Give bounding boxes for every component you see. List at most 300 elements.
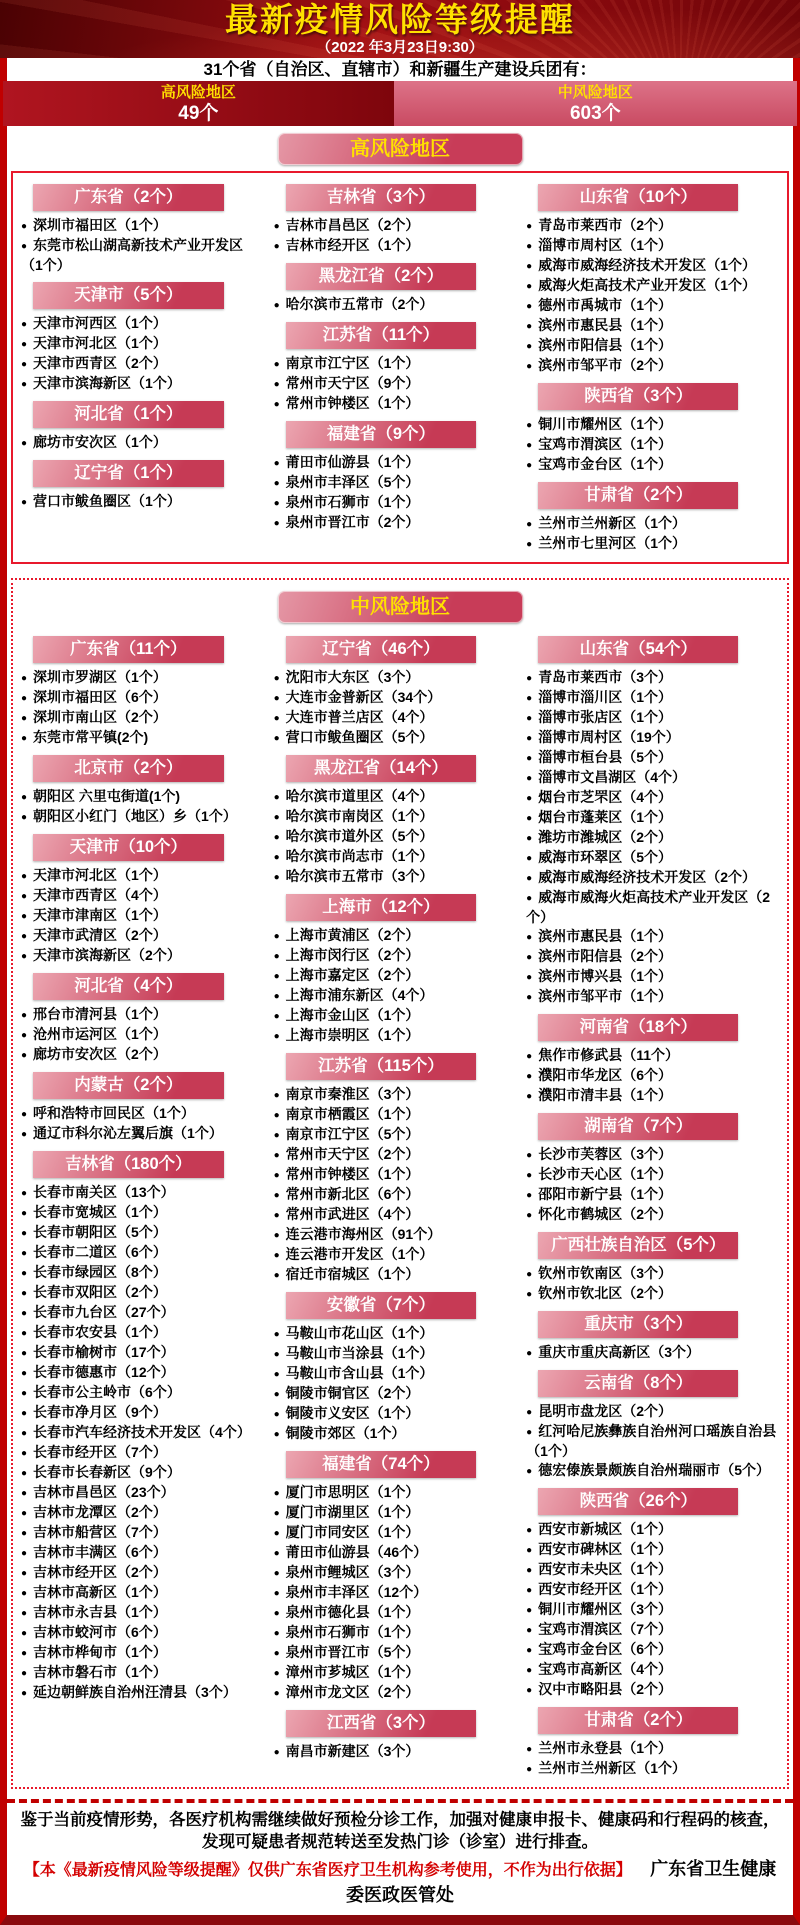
bullet-icon: ● (273, 1011, 280, 1022)
province-header: 辽宁省（1个） (33, 460, 224, 487)
region-label: 常州市新北区（6个） (285, 1186, 420, 1202)
region-label: 吉林市丰满区（6个） (33, 1544, 167, 1560)
region-item (272, 1105, 517, 1125)
mid-risk-column-2 (272, 629, 517, 1779)
region-label: 深圳市福田区（6个） (33, 689, 167, 705)
bullet-icon: ● (526, 972, 533, 983)
region-item (524, 748, 781, 768)
region-item (19, 1104, 264, 1124)
high-risk-panel (11, 171, 789, 564)
region-item (272, 926, 517, 946)
bullet-icon: ● (273, 1608, 280, 1619)
region-item (272, 1523, 517, 1543)
province-header: 上海市（12个） (286, 894, 477, 921)
bullet-icon: ● (21, 497, 28, 508)
region-label: 宝鸡市渭滨区（1个） (538, 436, 673, 452)
region-item (272, 847, 517, 867)
region-label: 长春市朝阳区（5个） (33, 1224, 167, 1240)
region-item (272, 1324, 517, 1344)
bullet-icon: ● (21, 1688, 28, 1699)
region-label: 深圳市福田区（1个） (33, 217, 167, 233)
region-item (524, 768, 781, 788)
region-label: 廊坊市安次区（1个） (33, 434, 167, 450)
footer-notice: 鉴于当前疫情形势，各医疗机构需继续做好预检分诊工作，加强对健康申报卡、健康码和行程码的核查，发现可疑患者规范转送至发热门诊（诊室）进行排查。 (20, 1811, 780, 1851)
bullet-icon: ● (21, 871, 28, 882)
region-label: 漳州市芗城区（1个） (285, 1664, 420, 1680)
bullet-icon: ● (273, 872, 280, 883)
region-item (272, 708, 517, 728)
region-label: 泉州市晋江市（5个） (285, 1644, 420, 1660)
region-item (524, 236, 781, 256)
region-label: 上海市浦东新区（4个） (285, 987, 434, 1003)
bullet-icon: ● (273, 1369, 280, 1380)
bullet-icon: ● (273, 1110, 280, 1121)
province-header: 福建省（9个） (286, 421, 477, 448)
region-item (272, 473, 517, 493)
region-item (524, 1145, 781, 1165)
region-item (19, 1523, 264, 1543)
region-label: 吉林市高新区（1个） (33, 1584, 167, 1600)
bullet-icon: ● (273, 1588, 280, 1599)
bullet-icon: ● (21, 1348, 28, 1359)
region-item (524, 808, 781, 828)
bullet-icon: ● (273, 951, 280, 962)
region-item (19, 1303, 264, 1323)
region-label: 泉州市鲤城区（3个） (285, 1564, 420, 1580)
region-item (524, 1205, 781, 1225)
header-subtitle: 31个省（自治区、直辖市）和新疆生产建设兵团有： (7, 58, 793, 81)
mid-risk-column-3 (524, 629, 781, 1779)
region-item (524, 1284, 781, 1304)
bullet-icon: ● (526, 1764, 533, 1775)
region-item (524, 1461, 781, 1481)
region-item (524, 1739, 781, 1759)
region-label: 沈阳市大东区（3个） (285, 669, 420, 685)
bullet-icon: ● (526, 1150, 533, 1161)
bullet-icon: ● (526, 1645, 533, 1656)
region-label: 常州市天宁区（2个） (285, 1146, 420, 1162)
region-item (19, 1463, 264, 1483)
mid-risk-column-1 (19, 629, 264, 1779)
region-item (524, 216, 781, 236)
bullet-icon: ● (273, 458, 280, 469)
region-item (19, 1323, 264, 1343)
high-risk-label: 高风险地区 (160, 84, 236, 101)
region-item (19, 668, 264, 688)
province-header: 辽宁省（46个） (286, 636, 477, 663)
region-label: 泉州市石狮市（1个） (285, 494, 420, 510)
bullet-icon: ● (273, 1090, 280, 1101)
bullet-icon: ● (273, 832, 280, 843)
region-item (19, 1124, 264, 1144)
bullet-icon: ● (273, 518, 280, 529)
page-title: 最新疫情风险等级提醒 (225, 1, 575, 38)
bullet-icon: ● (273, 1488, 280, 1499)
region-item (19, 1263, 264, 1283)
bullet-icon: ● (21, 1628, 28, 1639)
province-header: 江苏省（11个） (286, 322, 477, 349)
bullet-icon: ● (21, 1288, 28, 1299)
region-item (272, 1364, 517, 1384)
bullet-icon: ● (273, 1747, 280, 1758)
region-label: 通辽市科尔沁左翼后旗（1个） (33, 1125, 223, 1141)
bullet-icon: ● (21, 891, 28, 902)
region-label: 南京市栖霞区（1个） (285, 1106, 420, 1122)
region-item (19, 1643, 264, 1663)
region-label: 呼和浩特市回民区（1个） (33, 1105, 195, 1121)
bullet-icon: ● (273, 300, 280, 311)
footer (7, 1799, 793, 1915)
region-item (19, 1403, 264, 1423)
bullet-icon: ● (526, 893, 533, 904)
region-label: 厦门市同安区（1个） (285, 1524, 420, 1540)
region-label: 邢台市清河县（1个） (33, 1006, 167, 1022)
region-label: 长春市汽车经济技术开发区（4个） (33, 1424, 251, 1440)
region-item (19, 1543, 264, 1563)
region-label: 西安市未央区（1个） (538, 1561, 673, 1577)
bullet-icon: ● (21, 1188, 28, 1199)
region-item (272, 1543, 517, 1563)
bullet-icon: ● (526, 519, 533, 530)
region-item (19, 1203, 264, 1223)
region-item (272, 1225, 517, 1245)
footer-signature: 广东省卫生健康委医政医管处 (346, 1859, 777, 1905)
bullet-icon: ● (273, 713, 280, 724)
region-label: 长春市农安县（1个） (33, 1324, 167, 1340)
region-item (524, 336, 781, 356)
region-item (272, 295, 517, 315)
province-header: 甘肃省（2个） (538, 482, 738, 509)
mid-risk-count-banner (394, 81, 797, 126)
bullet-icon: ● (273, 693, 280, 704)
bullet-icon: ● (21, 379, 28, 390)
region-label: 威海市威海经济技术开发区（2个） (538, 869, 757, 885)
bullet-icon: ● (526, 321, 533, 332)
region-item (19, 433, 264, 453)
province-header: 广东省（2个） (33, 184, 224, 211)
bullet-icon: ● (273, 478, 280, 489)
footer-line2 (17, 1855, 783, 1907)
region-item (272, 1404, 517, 1424)
region-label: 天津市滨海新区（2个） (33, 947, 181, 963)
region-label: 铜川市耀州区（1个） (538, 416, 673, 432)
region-item (272, 787, 517, 807)
region-item (272, 1683, 517, 1703)
region-label: 烟台市蓬莱区（1个） (538, 809, 673, 825)
bullet-icon: ● (21, 911, 28, 922)
region-item (272, 1085, 517, 1105)
section-high-risk (7, 133, 793, 564)
region-item (524, 1086, 781, 1106)
region-item (524, 708, 781, 728)
bullet-icon: ● (273, 399, 280, 410)
region-label: 长春市二道区（6个） (33, 1244, 167, 1260)
bullet-icon: ● (526, 1565, 533, 1576)
bullet-icon: ● (526, 733, 533, 744)
high-risk-count-banner (3, 81, 394, 126)
section-mid-risk (7, 578, 793, 1789)
region-label: 威海市环翠区（5个） (538, 849, 673, 865)
bullet-icon: ● (273, 1031, 280, 1042)
bullet-icon: ● (273, 1250, 280, 1261)
region-item (19, 1683, 264, 1703)
region-label: 天津市西青区（2个） (33, 355, 167, 371)
bullet-icon: ● (526, 221, 533, 232)
region-label: 长春市德惠市（12个） (33, 1364, 175, 1380)
region-label: 吉林市蛟河市（6个） (33, 1624, 167, 1640)
region-label: 东莞市松山湖高新技术产业开发区（1个） (21, 237, 244, 273)
region-label: 宝鸡市高新区（4个） (538, 1661, 673, 1677)
bullet-icon: ● (21, 1368, 28, 1379)
bullet-icon: ● (21, 1568, 28, 1579)
region-item (524, 1680, 781, 1700)
region-label: 重庆市重庆高新区（3个） (538, 1344, 701, 1360)
region-label: 吉林市永吉县（1个） (33, 1604, 167, 1620)
region-label: 滨州市惠民县（1个） (538, 317, 673, 333)
region-label: 马鞍山市当涂县（1个） (285, 1345, 434, 1361)
header-date: （2022 年3月23日9:30） (316, 39, 484, 56)
bullet-icon: ● (21, 951, 28, 962)
region-label: 延边朝鲜族自治州汪清县（3个） (33, 1684, 237, 1700)
region-label: 吉林市龙潭区（2个） (33, 1504, 167, 1520)
bullet-icon: ● (21, 1668, 28, 1679)
section-title-mid-risk: 中风险地区 (278, 591, 523, 623)
bullet-icon: ● (21, 1308, 28, 1319)
region-item (524, 1264, 781, 1284)
region-label: 营口市鲅鱼圈区（1个） (33, 493, 181, 509)
region-label: 吉林市经开区（2个） (33, 1564, 167, 1580)
bullet-icon: ● (526, 992, 533, 1003)
bullet-icon: ● (21, 673, 28, 684)
region-label: 威海火炬高技术产业开发区（1个） (538, 277, 757, 293)
region-label: 常州市武进区（4个） (285, 1206, 420, 1222)
bullet-icon: ● (273, 1170, 280, 1181)
bullet-icon: ● (526, 281, 533, 292)
province-header: 甘肃省（2个） (538, 1707, 738, 1734)
region-item (272, 374, 517, 394)
region-label: 哈尔滨市五常市（3个） (285, 868, 434, 884)
region-item (19, 886, 264, 906)
region-label: 长春市长春新区（9个） (33, 1464, 181, 1480)
bullet-icon: ● (21, 1030, 28, 1041)
region-item (272, 354, 517, 374)
region-item (524, 256, 781, 276)
bullet-icon: ● (526, 1269, 533, 1280)
region-item (272, 807, 517, 827)
region-label: 南京市江宁区（5个） (285, 1126, 420, 1142)
region-item (272, 966, 517, 986)
region-item (524, 1580, 781, 1600)
region-label: 长沙市天心区（1个） (538, 1166, 673, 1182)
region-item (524, 987, 781, 1007)
province-header: 陕西省（26个） (538, 1488, 738, 1515)
region-label: 上海市嘉定区（2个） (285, 967, 420, 983)
bullet-icon: ● (21, 1448, 28, 1459)
bullet-icon: ● (21, 1608, 28, 1619)
region-label: 红河哈尼族彝族自治州河口瑶族自治县（1个） (526, 1423, 777, 1459)
bullet-icon: ● (21, 1548, 28, 1559)
bullet-icon: ● (526, 853, 533, 864)
region-item (272, 453, 517, 473)
bullet-icon: ● (526, 1289, 533, 1300)
bullet-icon: ● (273, 1568, 280, 1579)
region-label: 吉林市昌邑区（23个） (33, 1484, 175, 1500)
region-label: 哈尔滨市尚志市（1个） (285, 848, 434, 864)
region-label: 长春市榆树市（17个） (33, 1344, 175, 1360)
region-item (19, 926, 264, 946)
bullet-icon: ● (21, 319, 28, 330)
region-label: 东莞市常平镇(2个) (33, 729, 149, 745)
region-label: 天津市河北区（1个） (33, 867, 167, 883)
region-item (272, 1125, 517, 1145)
region-item (272, 867, 517, 887)
region-label: 西安市新城区（1个） (538, 1521, 673, 1537)
bullet-icon: ● (273, 1130, 280, 1141)
region-label: 廊坊市安次区（2个） (33, 1046, 167, 1062)
province-header: 江西省（3个） (286, 1710, 477, 1737)
region-label: 宝鸡市渭滨区（7个） (538, 1621, 673, 1637)
region-label: 常州市天宁区（9个） (285, 375, 420, 391)
bullet-icon: ● (526, 1525, 533, 1536)
region-label: 威海市威海火炬高技术产业开发区（2个） (526, 889, 771, 925)
region-item (524, 455, 781, 475)
region-item (524, 296, 781, 316)
region-item (524, 888, 781, 927)
bullet-icon: ● (526, 361, 533, 372)
region-label: 吉林市经开区（1个） (285, 237, 420, 253)
bullet-icon: ● (21, 1588, 28, 1599)
region-item (19, 374, 264, 394)
region-label: 铜川市耀州区（3个） (538, 1601, 673, 1617)
region-label: 邵阳市新宁县（1个） (538, 1186, 673, 1202)
province-header: 北京市（2个） (33, 755, 224, 782)
bullet-icon: ● (273, 1349, 280, 1360)
region-label: 铜陵市义安区（1个） (285, 1405, 420, 1421)
bullet-icon: ● (273, 1230, 280, 1241)
bullet-icon: ● (526, 1625, 533, 1636)
region-label: 宝鸡市金台区（6个） (538, 1641, 673, 1657)
region-item (19, 1443, 264, 1463)
region-label: 钦州市钦南区（3个） (538, 1265, 673, 1281)
bullet-icon: ● (21, 1468, 28, 1479)
region-item (19, 1483, 264, 1503)
region-label: 天津市西青区（4个） (33, 887, 167, 903)
region-item (272, 394, 517, 414)
region-item (272, 1205, 517, 1225)
region-label: 滨州市惠民县（1个） (538, 928, 673, 944)
bullet-icon: ● (273, 1389, 280, 1400)
bullet-icon: ● (273, 1628, 280, 1639)
region-item (272, 1663, 517, 1683)
region-label: 厦门市湖里区（1个） (285, 1504, 420, 1520)
region-label: 深圳市南山区（2个） (33, 709, 167, 725)
region-item (524, 1560, 781, 1580)
province-header: 广西壮族自治区（5个） (538, 1232, 738, 1259)
region-item (272, 1603, 517, 1623)
region-label: 吉林市船营区（7个） (33, 1524, 167, 1540)
region-item (19, 334, 264, 354)
bullet-icon: ● (526, 301, 533, 312)
region-item (19, 1563, 264, 1583)
bullet-icon: ● (526, 1051, 533, 1062)
region-item (272, 1563, 517, 1583)
region-label: 淄博市周村区（1个） (538, 237, 673, 253)
region-item (524, 788, 781, 808)
region-item (272, 946, 517, 966)
region-label: 莆田市仙游县（46个） (285, 1544, 428, 1560)
bullet-icon: ● (273, 1150, 280, 1161)
bullet-icon: ● (21, 221, 28, 232)
region-label: 滨州市博兴县（1个） (538, 968, 673, 984)
region-item (272, 1165, 517, 1185)
region-label: 宿迁市宿城区（1个） (285, 1266, 420, 1282)
bullet-icon: ● (526, 1071, 533, 1082)
bullet-icon: ● (273, 221, 280, 232)
bullet-icon: ● (526, 1348, 533, 1359)
region-item (272, 1424, 517, 1444)
province-header: 河南省（18个） (538, 1014, 738, 1041)
province-header: 内蒙古（2个） (33, 1072, 224, 1099)
region-item (524, 688, 781, 708)
region-label: 钦州市钦北区（2个） (538, 1285, 673, 1301)
region-item (524, 1520, 781, 1540)
region-label: 上海市黄浦区（2个） (285, 927, 420, 943)
region-label: 大连市金普新区（34个） (285, 689, 442, 705)
region-label: 淄博市张店区（1个） (538, 709, 673, 725)
region-item (524, 1066, 781, 1086)
bullet-icon: ● (273, 241, 280, 252)
region-item (19, 1663, 264, 1683)
region-label: 深圳市罗湖区（1个） (33, 669, 167, 685)
bullet-icon: ● (273, 359, 280, 370)
bullet-icon: ● (273, 733, 280, 744)
bullet-icon: ● (273, 1648, 280, 1659)
bullet-icon: ● (273, 379, 280, 390)
region-label: 长沙市芙蓉区（3个） (538, 1146, 673, 1162)
region-item (19, 807, 264, 827)
header-banner (0, 0, 800, 58)
region-label: 南京市江宁区（1个） (285, 355, 420, 371)
bullet-icon: ● (273, 1548, 280, 1559)
region-label: 连云港市海州区（91个） (285, 1226, 442, 1242)
bullet-icon: ● (526, 1665, 533, 1676)
section-title-high-risk: 高风险地区 (278, 133, 523, 165)
bullet-icon: ● (273, 1190, 280, 1201)
province-header: 黑龙江省（14个） (286, 755, 477, 782)
region-item (19, 1623, 264, 1643)
region-label: 滨州市阳信县（2个） (538, 948, 673, 964)
bullet-icon: ● (526, 1545, 533, 1556)
region-item (272, 986, 517, 1006)
region-item (524, 1640, 781, 1660)
bullet-icon: ● (273, 852, 280, 863)
bullet-icon: ● (526, 693, 533, 704)
region-label: 淄博市周村区（19个） (538, 729, 680, 745)
region-label: 泉州市石狮市（1个） (285, 1624, 420, 1640)
bullet-icon: ● (21, 438, 28, 449)
bullet-icon: ● (526, 440, 533, 451)
bullet-icon: ● (526, 833, 533, 844)
region-label: 兰州市兰州新区（1个） (538, 1760, 687, 1776)
bullet-icon: ● (21, 339, 28, 350)
bullet-icon: ● (526, 1685, 533, 1696)
region-item (524, 1343, 781, 1363)
province-header: 山东省（54个） (538, 636, 738, 663)
bullet-icon: ● (273, 1329, 280, 1340)
region-item (524, 927, 781, 947)
bullet-icon: ● (273, 498, 280, 509)
mid-risk-panel (11, 578, 789, 1789)
